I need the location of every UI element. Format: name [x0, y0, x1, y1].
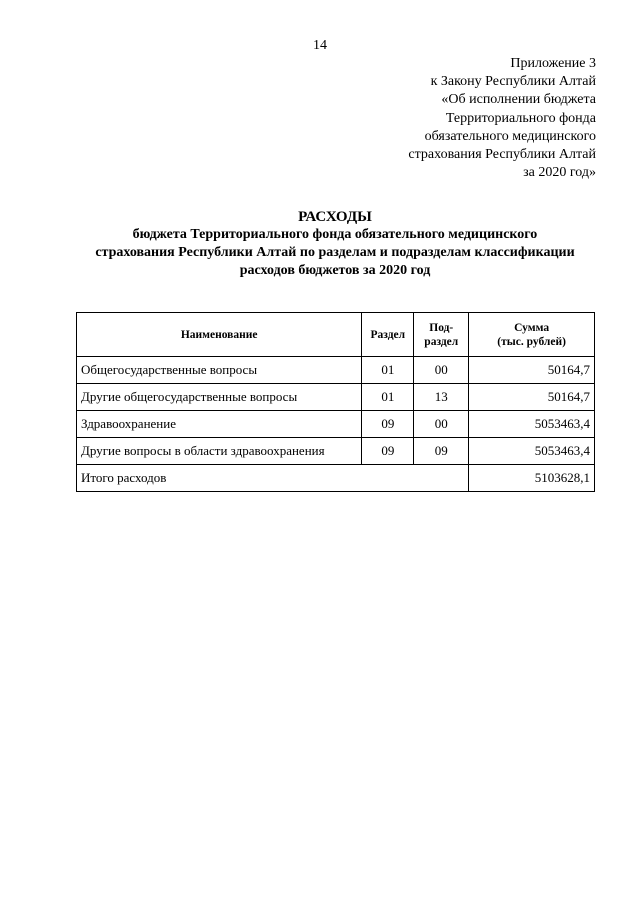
row-subsection: 00: [414, 411, 469, 438]
header-name: Наименование: [77, 313, 362, 357]
row-section: 09: [362, 411, 414, 438]
header-subsection-line: Под-: [429, 321, 454, 334]
document-title: [60, 208, 610, 280]
appendix-line: Приложение 3: [510, 56, 596, 71]
table-row: [77, 411, 595, 438]
row-section: 01: [362, 357, 414, 384]
row-name: Другие вопросы в области здравоохранения: [77, 438, 362, 465]
total-row: [77, 465, 595, 492]
row-section: 01: [362, 384, 414, 411]
row-subsection: 13: [414, 384, 469, 411]
appendix-line: к Закону Республики Алтай: [430, 74, 596, 90]
table-row: [77, 384, 595, 411]
appendix-line: за 2020 год»: [523, 165, 596, 181]
appendix-line: Территориального фонда: [445, 110, 596, 126]
table-row: [77, 357, 595, 384]
row-name: Другие общегосударственные вопросы: [77, 384, 362, 411]
row-subsection: 00: [414, 357, 469, 384]
row-name: Здравоохранение: [77, 411, 362, 438]
table-header-row: [77, 313, 595, 357]
appendix-note: [408, 55, 596, 182]
appendix-line: «Об исполнении бюджета: [441, 92, 596, 108]
expenses-table: [76, 312, 595, 492]
header-amount-line: (тыс. рублей): [497, 335, 566, 348]
row-amount: 5053463,4: [469, 438, 595, 465]
row-amount: 50164,7: [469, 384, 595, 411]
row-amount: 5053463,4: [469, 411, 595, 438]
header-section: Раздел: [362, 313, 414, 357]
appendix-line: обязательного медицинского: [424, 128, 596, 144]
table-row: [77, 438, 595, 465]
total-amount: 5103628,1: [469, 465, 595, 492]
row-section: 09: [362, 438, 414, 465]
appendix-line: страхования Республики Алтай: [408, 147, 596, 163]
title-line: расходов бюджетов за 2020 год: [239, 263, 431, 278]
header-amount: [469, 313, 595, 357]
row-subsection: 09: [414, 438, 469, 465]
title-line: страхования Республики Алтай по разделам и подразделам классификации: [95, 245, 575, 260]
row-name: Общегосударственные вопросы: [77, 357, 362, 384]
title-line: бюджета Территориального фонда обязательного медицинского: [132, 227, 538, 242]
header-amount-line: Сумма: [514, 321, 550, 334]
total-label: Итого расходов: [77, 465, 469, 492]
header-subsection: [414, 313, 469, 357]
page-number: 14: [313, 38, 327, 53]
header-subsection-line: раздел: [424, 335, 459, 348]
row-amount: 50164,7: [469, 357, 595, 384]
title-heading: РАСХОДЫ: [298, 209, 372, 225]
